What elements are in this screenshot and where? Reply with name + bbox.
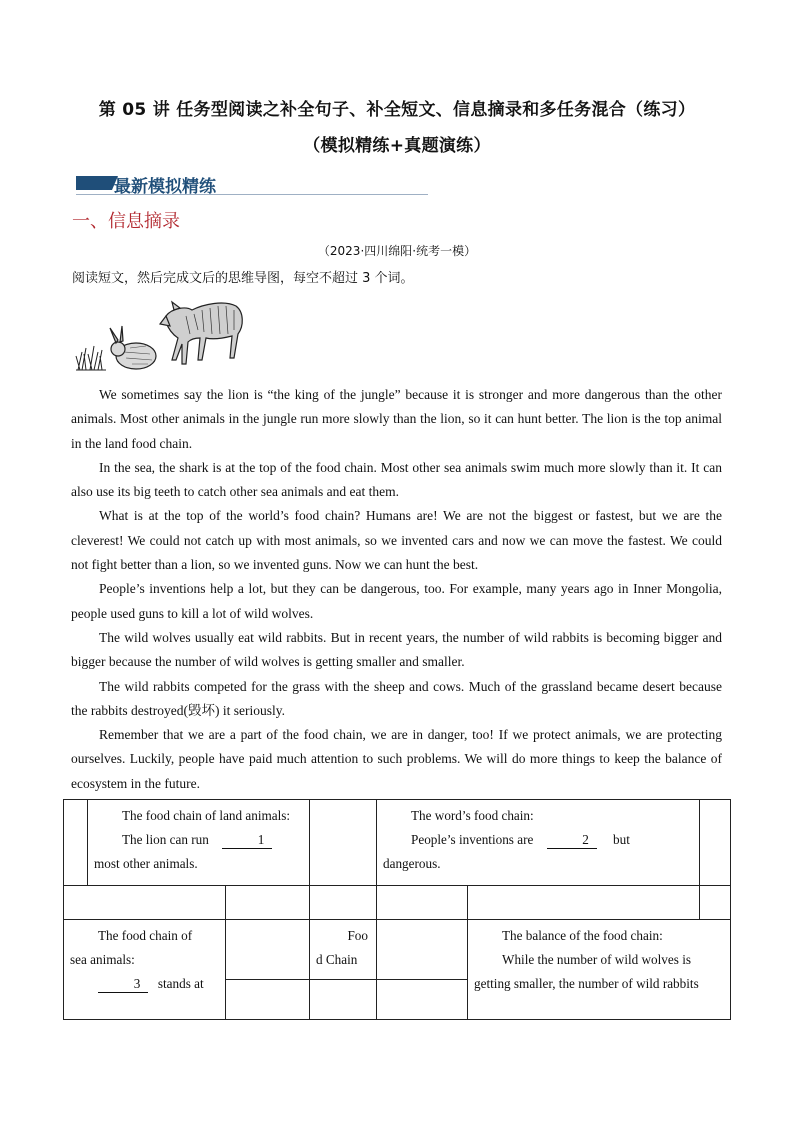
passage-paragraph: The wild wolves usually eat wild rabbits. But in recent years, the number of wild rabbits is becoming bigger and bigger because the number of wild wolves is getting smaller and smaller. [71, 629, 722, 670]
reading-passage [71, 383, 722, 796]
balance-food-chain-box: The balance of the food chain: While the number of wild wolves is getting smaller, the number of wild rabbits [468, 920, 731, 1020]
land-heading: The food chain of land animals: [122, 808, 291, 823]
answer-blank-1[interactable]: 1 [222, 832, 272, 849]
section-header-label: 最新模拟精练 [114, 177, 216, 197]
rabbit-and-wolf-sketch-icon [74, 294, 249, 379]
passage-paragraph: In the sea, the shark is at the top of the food chain. Most other sea animals swim much more slowly than it. It can also use its big teeth to catch other sea animals and eat them. [71, 459, 722, 500]
passage-paragraph: We sometimes say the lion is “the king of the jungle” because it is stronger and more dangerous than the other animals. Most other animals in the jungle run more slowly than the lion, so it can hunt better. The lion is the top animal in the land food chain. [71, 387, 722, 451]
page-title: 第 05 讲 任务型阅读之补全句子、补全短文、信息摘录和多任务混合（练习） [98, 100, 696, 120]
passage-paragraph: What is at the top of the world’s food chain? Humans are! We are not the biggest or fastest, but we are the cleverest! We could not catch up with most animals, so we invented cars and now we can move the fastest. We could not fight better than a lion, so we invented guns. Now we can hunt the best. [71, 508, 722, 573]
passage-paragraph: The wild rabbits competed for the grass with the sheep and cows. Much of the grassland became desert because the rabbits destroyed(毁坏) it seriously. [71, 678, 722, 718]
passage-paragraph: Remember that we are a part of the food chain, we are in danger, too! If we protect animals, we are protecting ourselves. Luckily, people have paid much attention to such problems. We will do more things to keep the balance of ecosystem in the future. [71, 727, 722, 791]
section-header-bar [76, 176, 112, 190]
world-heading: The word’s food chain: [411, 808, 534, 823]
sea-food-chain-box: The food chain of sea animals: 3 stands at [64, 920, 226, 1020]
passage-paragraph: People’s inventions help a lot, but they can be dangerous, too. For example, many years ago in Inner Mongolia, people used guns to kill a lot of wild wolves. [71, 581, 722, 621]
mind-map-table [63, 799, 731, 1020]
answer-blank-2[interactable]: 2 [547, 832, 597, 849]
world-food-chain-box: The word’s food chain: People’s inventions are 2 but dangerous. [377, 800, 700, 886]
instruction-text: 阅读短文，然后完成文后的思维导图，每空不超过 3 个词。 [72, 271, 414, 286]
land-food-chain-box: The food chain of land animals: The lion can run 1 most other animals. [88, 800, 310, 886]
section-header [76, 172, 428, 195]
page-subtitle: （模拟精练+真题演练） [303, 136, 491, 156]
center-food-chain-box: Foo d Chain [310, 920, 377, 980]
answer-blank-3[interactable]: 3 [98, 976, 148, 993]
question-source: （2023·四川绵阳·统考一模） [317, 244, 477, 258]
subsection-title: 一、信息摘录 [72, 211, 180, 232]
